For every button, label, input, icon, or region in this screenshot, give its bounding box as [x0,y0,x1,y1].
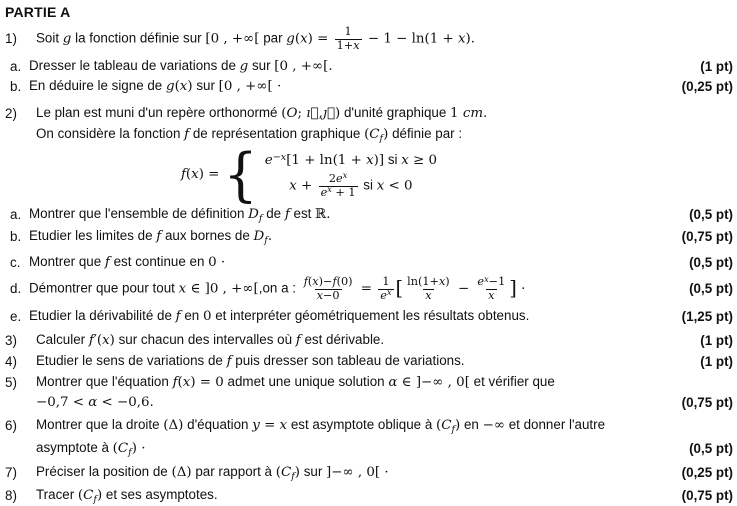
math-variable: g [239,59,249,75]
math-variable: e [264,153,273,169]
text-run: Soit [36,30,63,46]
question-line-q2 [5,104,733,123]
math-symbol: , [318,106,323,122]
math-variable: e [336,172,343,186]
math-symbol: 1+ [336,38,354,52]
line-content [36,393,154,412]
text-run: si [384,152,402,168]
math-symbol: ( [294,31,301,47]
math-symbol: − 1 − ln(1 + [363,31,458,47]
math-variable: e [320,185,328,199]
item-label: 4) [5,353,17,369]
points-badge: (0,75 pt) [681,488,733,504]
math-symbol: ( [307,275,313,289]
text-run: la fonction définie sur [71,30,206,46]
math-symbol: [0 , +∞[ [205,31,260,47]
text-run: Montrer que [29,254,105,270]
fraction-numerator [343,26,354,39]
text-run: Etudier les limites de [29,228,157,244]
math-symbol: [0 , +∞[ · [218,79,282,95]
text-run: sur [248,58,275,74]
text-run: de représentation graphique [189,126,365,142]
math-symbol: . [483,106,488,122]
cases-lhs [181,166,219,184]
question-line-q5cont [5,393,733,412]
text-run: définie par : [388,126,463,142]
math-symbol: ( [435,418,442,434]
math-variable: C [441,418,452,434]
subscript: f [291,470,295,482]
math-variable: f [172,375,178,391]
points-badge: (0,5 pt) [689,254,733,270]
math-symbol: 2 [328,172,337,186]
text-run: Montrer que l'ensemble de définition [29,206,249,222]
math-variable: f [284,207,290,223]
math-symbol: ; [297,106,307,122]
math-variable: x [438,275,446,289]
math-variable: O [286,106,298,122]
item-label: e. [10,308,22,324]
line-content [36,331,384,350]
text-run: En déduire le signe de [29,78,166,94]
text-run: est continue en [109,254,209,270]
math-symbol: ) [109,333,115,349]
text-run: par rapport à [191,464,276,480]
math-symbol: ( [185,167,192,183]
math-symbol: ( [364,127,370,143]
math-symbol: + 1 [331,185,356,199]
math-symbol: ( [112,441,118,457]
question-line-q1a [5,57,733,76]
text-run: est dérivable. [300,332,385,348]
math-symbol: −1 [488,275,506,289]
line-content [29,273,526,302]
line-content [180,140,438,209]
points-badge: (0,25 pt) [681,78,733,94]
text-run: et ses asymptotes. [102,487,218,503]
math-variable: f [88,333,94,349]
math-variable: g [165,79,175,95]
fraction [405,276,452,302]
math-variable: y [252,418,260,434]
line-content [29,205,331,225]
math-variable: x [102,333,110,349]
math-variable: g [62,31,72,47]
question-line-q2a [5,205,733,225]
text-run: Etudier la dérivabilité de [29,308,176,324]
fraction [302,276,355,302]
math-variable: α [388,375,398,391]
question-line-q2b [5,227,733,247]
text-run: Dresser le tableau de variations de [29,58,240,74]
math-variable: x [366,153,374,169]
question-line-q2c [5,253,733,272]
math-symbol: ) = 0 [190,375,224,391]
math-variable: C [117,441,129,457]
question-line-q6cont [5,439,733,459]
question-line-q1 [5,26,733,52]
line-content [36,486,218,506]
math-variable: x [179,79,188,95]
math-symbol: −0 [323,288,340,302]
question-line-q6 [5,416,733,436]
question-line-q2cases [5,140,733,209]
text-run: d'unité graphique [340,105,451,121]
math-symbol: ( [275,465,281,481]
math-symbol: (Δ) [163,418,184,434]
question-line-q2e [5,307,733,326]
subscript: f [93,493,97,505]
fraction [335,26,362,52]
item-label: 5) [5,374,17,390]
math-symbol: ) = [198,167,220,183]
subscript: f [128,446,132,458]
question-line-q5 [5,373,733,392]
big-bracket: ] [509,276,517,300]
math-symbol: ( [174,79,180,95]
fraction [475,273,507,302]
math-symbol: −0,7 < [36,395,89,411]
line-content [29,77,281,96]
text-run: On considère la fonction [36,126,185,142]
math-variable: x [312,275,319,289]
item-label: b. [10,78,22,94]
text-run: Calculer [36,332,89,348]
text-run: aux bornes de [161,228,254,244]
math-variable: f [295,333,301,349]
question-line-q7 [5,463,733,483]
text-run: Montrer que la droite [36,417,164,433]
case-row [265,151,437,171]
text-run: Démontrer que pour tout [29,280,179,296]
math-symbol: ( [77,488,84,504]
math-symbol: 1 [344,25,352,38]
text-run: en [180,308,203,324]
math-variable: x [401,153,409,169]
math-symbol: ) [187,79,193,95]
math-symbol: ∈ ]−∞ , 0[ [397,375,470,391]
math-symbol: ( [177,375,183,391]
math-symbol: (0) [336,275,353,289]
question-line-q2cont [5,125,733,145]
superscript: −x [272,151,287,163]
points-badge: (0,5 pt) [689,281,733,297]
math-symbol: ′( [93,333,103,349]
math-symbol: ) [455,418,461,434]
points-badge: (1 pt) [700,353,733,369]
math-variable: x [279,418,288,434]
question-line-q3 [5,331,733,350]
math-symbol: 1 [382,275,390,289]
text-run: et donner l'autre [504,417,606,433]
fraction-numerator [475,273,507,289]
line-content [36,104,487,123]
text-run: sur [300,464,327,480]
text-run: d'équation [183,417,253,433]
math-symbol: ) [96,488,103,504]
math-symbol: ∈ ]0 , +∞[ [186,281,259,297]
math-variable: D [253,229,265,245]
text-run: asymptote à [36,440,113,456]
line-content [36,373,555,392]
text-run: Montrer que l'équation [36,374,173,390]
item-label: 7) [5,465,17,481]
math-symbol: = [259,418,280,434]
points-badge: (0,75 pt) [681,229,733,245]
text-run: est [289,206,316,222]
math-variable: f [226,354,232,370]
points-badge: (0,5 pt) [689,441,733,457]
vector-symbol: ı⃗ [306,106,319,122]
question-line-q2d [5,273,733,302]
text-run: ,on a : [258,280,300,296]
math-variable: f [175,309,181,325]
points-badge: (0,5 pt) [689,207,733,223]
math-variable: cm [462,106,484,122]
text-run: en [460,417,483,433]
item-label: 1) [5,31,17,47]
math-symbol: −∞ [482,418,505,434]
math-symbol: ) [294,465,300,481]
fraction-denominator [486,289,496,303]
text-run: par [259,30,287,46]
question-line-q1b [5,77,733,96]
fraction-numerator [302,276,355,289]
math-symbol: [0 , +∞[. [274,59,333,75]
math-variable: D [248,207,259,223]
math-variable: C [369,127,380,143]
text-run: Etudier le sens de variations de [36,353,227,369]
math-symbol: )− [318,275,333,289]
question-line-q8 [5,486,733,506]
text-run: si [359,177,377,193]
line-content [36,352,465,371]
math-variable: x [353,38,360,52]
cases-brace: { [223,140,258,209]
math-variable: x [178,281,187,297]
math-variable: C [83,488,94,504]
subscript: f [379,132,384,144]
fraction-denominator [335,39,362,53]
text-run: puis dresser son tableau de variations. [231,353,465,369]
item-label: 8) [5,488,17,504]
math-variable: x [425,288,432,302]
math-variable: x [191,167,199,183]
item-label: 6) [5,418,17,434]
item-label: c. [10,254,21,270]
case-row [289,170,413,199]
math-symbol: = [356,281,377,297]
fraction-denominator [315,289,342,303]
math-variable: x [488,288,495,302]
text-run: admet une unique solution [223,374,389,390]
points-badge: (0,75 pt) [681,394,733,410]
cases-rows [265,151,437,199]
math-variable: x [457,31,466,47]
math-symbol: ). [465,31,476,47]
math-symbol: · [516,281,526,297]
math-symbol: ) [383,127,389,143]
math-variable: α [88,395,98,411]
math-symbol: 0 [202,309,212,325]
math-symbol: 1 [450,106,463,122]
math-variable: f [104,255,110,271]
line-content [36,416,605,436]
points-badge: (1 pt) [700,58,733,74]
text-run: Le plan est muni d'un repère orthonormé [36,105,282,121]
line-content [29,227,272,247]
math-symbol: ln(1+ [407,275,439,289]
item-label: 2) [5,105,17,121]
math-symbol: ≥ 0 [408,153,438,169]
math-symbol: < −0,6. [97,395,154,411]
math-variable: x [376,178,385,194]
math-symbol: (Δ) [171,465,192,481]
line-content [29,57,333,76]
fraction-denominator [423,289,433,303]
subscript: f [451,423,456,435]
superscript: x [484,273,489,284]
math-symbol: ) · [131,441,146,457]
math-variable: f [184,127,190,143]
math-symbol: [1 + ln(1 + [286,153,367,169]
math-symbol: )] [373,153,385,169]
math-symbol: < 0 [384,178,413,194]
line-content [29,253,225,272]
superscript: x [342,170,348,181]
fraction-numerator [405,276,452,289]
fraction [378,276,393,302]
math-variable: e [477,275,485,289]
text-run: de [262,206,285,222]
subscript: f [258,212,263,224]
text-run: Préciser la position de [36,464,172,480]
math-symbol: ) = [307,31,333,47]
math-variable: x [289,178,297,194]
superscript: x [386,287,392,298]
text-run: est asymptote oblique à [287,417,436,433]
math-variable: x [182,375,191,391]
page-title: PARTIE A [5,4,71,20]
item-label: d. [10,281,22,297]
text-run: et interpréter géométriquement les résultats obtenus. [211,308,530,324]
math-symbol: + [296,178,317,194]
vector-symbol: ȷ⃗ [322,106,336,122]
fraction [319,170,358,199]
math-symbol: ]−∞ , 0[ · [326,465,389,481]
item-label: a. [10,207,22,223]
math-variable: f [156,229,162,245]
math-variable: f [332,275,337,289]
math-variable: f [303,275,308,289]
line-content [29,307,529,326]
math-variable: f [180,167,186,183]
text-run: sur chacun des intervalles où [114,332,296,348]
big-bracket: [ [395,276,404,300]
question-line-q4 [5,352,733,371]
math-symbol: 0 · [208,255,226,271]
math-variable: e [380,288,387,302]
question-list [5,26,733,506]
line-content [36,463,389,483]
item-label: 3) [5,332,17,348]
math-variable: x [316,288,323,302]
math-symbol: ) [445,275,450,289]
item-label: a. [10,58,22,74]
math-symbol: ) [335,106,341,122]
math-variable: g [286,31,295,47]
math-symbol: − [453,281,474,297]
fraction-denominator [378,289,393,303]
exam-document [5,4,733,506]
math-variable: C [280,465,292,481]
math-symbol: ( [281,106,287,122]
line-content [36,439,145,459]
subscript: f [264,234,268,246]
text-run: Tracer [36,487,78,503]
points-badge: (1 pt) [700,332,733,348]
points-badge: (0,25 pt) [681,465,733,481]
math-symbol: . [267,229,273,245]
text-run: sur [192,78,219,94]
fraction-denominator [319,186,358,200]
math-symbol: ℝ. [315,207,331,223]
superscript: x [327,184,332,195]
math-variable: x [300,31,308,47]
item-label: b. [10,229,22,245]
points-badge: (1,25 pt) [681,308,733,324]
text-run: et vérifier que [469,374,555,390]
line-content [36,26,475,52]
